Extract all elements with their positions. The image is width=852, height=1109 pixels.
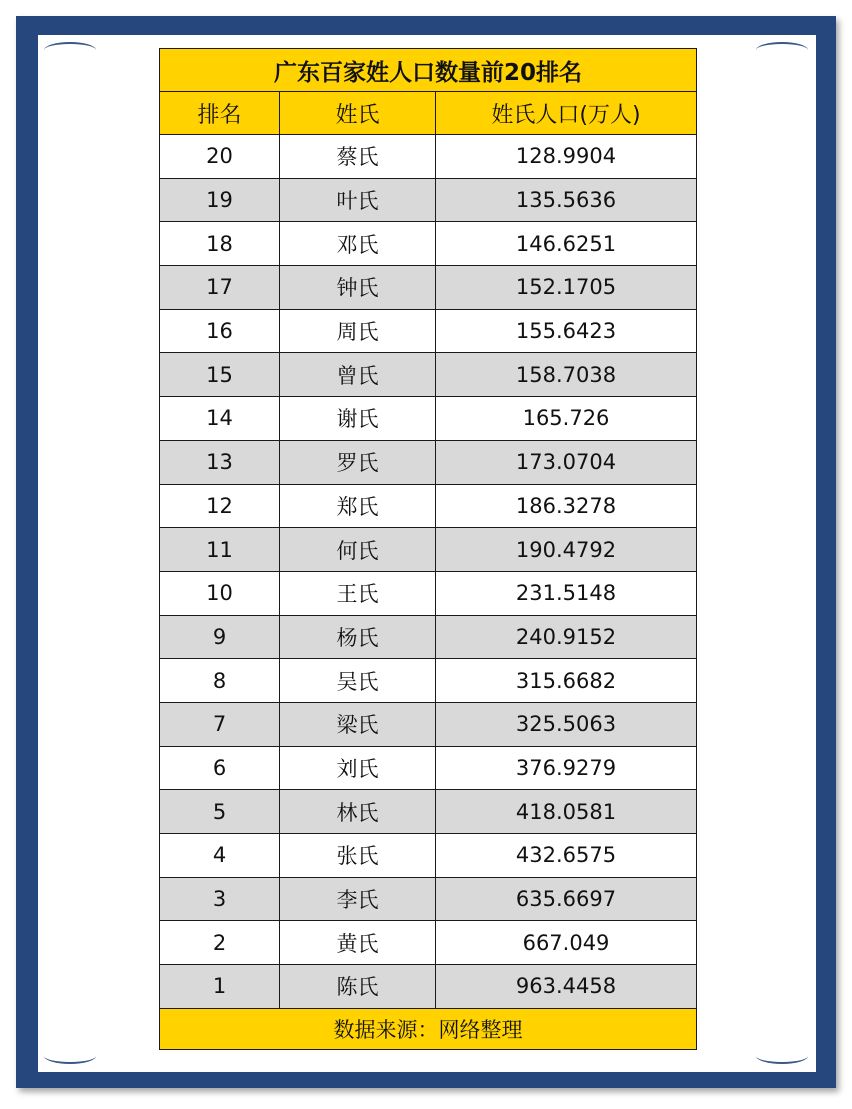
population-cell: 325.5063 — [436, 702, 697, 746]
rank-cell: 19 — [160, 178, 280, 222]
surname-cell: 邓氏 — [280, 222, 436, 266]
table-row — [160, 266, 697, 310]
table-row — [160, 615, 697, 659]
rank-cell: 16 — [160, 309, 280, 353]
population-cell: 376.9279 — [436, 746, 697, 790]
table-row — [160, 965, 697, 1009]
table-row — [160, 353, 697, 397]
table-row — [160, 135, 697, 179]
rank-cell: 6 — [160, 746, 280, 790]
surname-cell: 吴氏 — [280, 659, 436, 703]
table-row — [160, 528, 697, 572]
surname-cell: 何氏 — [280, 528, 436, 572]
population-cell: 190.4792 — [436, 528, 697, 572]
table-header-row — [160, 92, 697, 135]
rank-cell: 11 — [160, 528, 280, 572]
population-cell: 173.0704 — [436, 440, 697, 484]
surname-cell: 曾氏 — [280, 353, 436, 397]
rank-cell: 7 — [160, 702, 280, 746]
table-row — [160, 921, 697, 965]
population-cell: 240.9152 — [436, 615, 697, 659]
rank-cell: 18 — [160, 222, 280, 266]
table-row — [160, 397, 697, 441]
table-row — [160, 746, 697, 790]
surname-cell: 李氏 — [280, 877, 436, 921]
surname-cell: 黄氏 — [280, 921, 436, 965]
corner-ornament-icon — [44, 42, 96, 58]
population-cell: 165.726 — [436, 397, 697, 441]
rank-cell: 15 — [160, 353, 280, 397]
rank-cell: 1 — [160, 965, 280, 1009]
ranking-table-container — [159, 48, 696, 1050]
population-cell: 146.6251 — [436, 222, 697, 266]
population-cell: 667.049 — [436, 921, 697, 965]
column-header-rank: 排名 — [160, 92, 280, 135]
table-row — [160, 440, 697, 484]
table-row — [160, 790, 697, 834]
table-row — [160, 877, 697, 921]
population-cell: 128.9904 — [436, 135, 697, 179]
surname-cell: 王氏 — [280, 571, 436, 615]
table-footer-row — [160, 1008, 697, 1049]
surname-cell: 郑氏 — [280, 484, 436, 528]
rank-cell: 20 — [160, 135, 280, 179]
surname-cell: 梁氏 — [280, 702, 436, 746]
rank-cell: 14 — [160, 397, 280, 441]
rank-cell: 9 — [160, 615, 280, 659]
surname-cell: 刘氏 — [280, 746, 436, 790]
population-cell: 963.4458 — [436, 965, 697, 1009]
rank-cell: 8 — [160, 659, 280, 703]
surname-cell: 蔡氏 — [280, 135, 436, 179]
table-title: 广东百家姓人口数量前20排名 — [160, 49, 697, 92]
population-cell: 152.1705 — [436, 266, 697, 310]
rank-cell: 5 — [160, 790, 280, 834]
rank-cell: 2 — [160, 921, 280, 965]
column-header-population: 姓氏人口(万人) — [436, 92, 697, 135]
surname-cell: 罗氏 — [280, 440, 436, 484]
table-row — [160, 834, 697, 878]
population-cell: 155.6423 — [436, 309, 697, 353]
corner-ornament-icon — [756, 1048, 808, 1064]
surname-cell: 钟氏 — [280, 266, 436, 310]
table-row — [160, 484, 697, 528]
population-cell: 315.6682 — [436, 659, 697, 703]
surname-cell: 杨氏 — [280, 615, 436, 659]
surname-cell: 张氏 — [280, 834, 436, 878]
table-row — [160, 659, 697, 703]
data-source-note: 数据来源：网络整理 — [160, 1008, 697, 1049]
table-row — [160, 309, 697, 353]
column-header-surname: 姓氏 — [280, 92, 436, 135]
table-row — [160, 571, 697, 615]
rank-cell: 12 — [160, 484, 280, 528]
surname-cell: 叶氏 — [280, 178, 436, 222]
population-cell: 432.6575 — [436, 834, 697, 878]
population-cell: 158.7038 — [436, 353, 697, 397]
table-row — [160, 178, 697, 222]
surname-ranking-table — [159, 48, 697, 1050]
rank-cell: 13 — [160, 440, 280, 484]
rank-cell: 10 — [160, 571, 280, 615]
corner-ornament-icon — [756, 42, 808, 58]
surname-cell: 周氏 — [280, 309, 436, 353]
table-row — [160, 222, 697, 266]
population-cell: 135.5636 — [436, 178, 697, 222]
population-cell: 231.5148 — [436, 571, 697, 615]
corner-ornament-icon — [44, 1048, 96, 1064]
population-cell: 418.0581 — [436, 790, 697, 834]
rank-cell: 3 — [160, 877, 280, 921]
surname-cell: 林氏 — [280, 790, 436, 834]
rank-cell: 4 — [160, 834, 280, 878]
surname-cell: 谢氏 — [280, 397, 436, 441]
rank-cell: 17 — [160, 266, 280, 310]
population-cell: 186.3278 — [436, 484, 697, 528]
table-title-row — [160, 49, 697, 92]
table-row — [160, 702, 697, 746]
table-body — [160, 135, 697, 1009]
surname-cell: 陈氏 — [280, 965, 436, 1009]
population-cell: 635.6697 — [436, 877, 697, 921]
